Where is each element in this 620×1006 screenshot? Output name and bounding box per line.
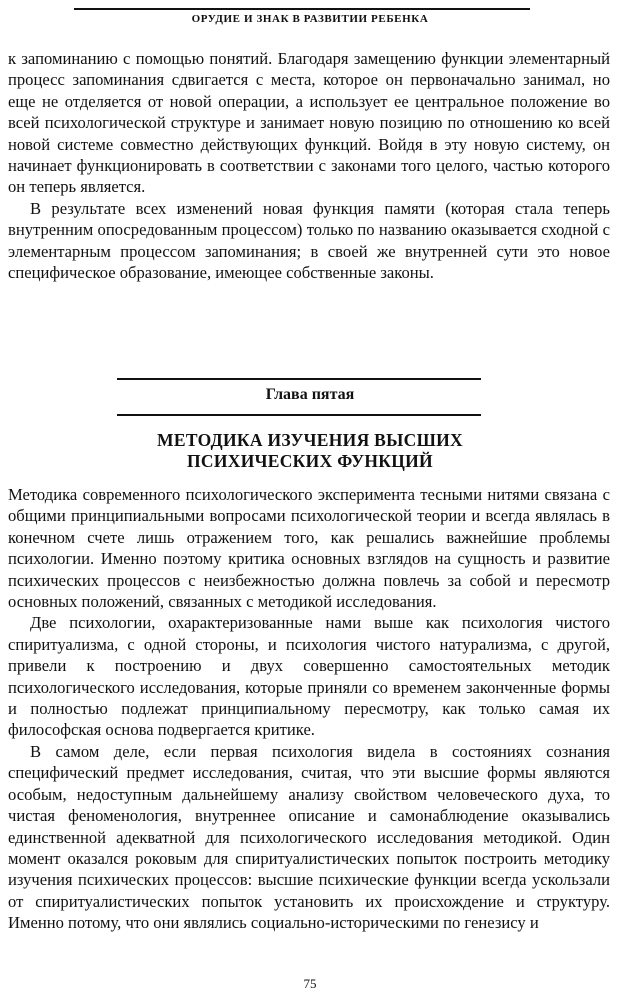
- paragraph: к запоминанию с помощью понятий. Благодаря замещению функции элементарный процесс запоминания сдвигается с места, которое он первоначально занимал, но еще не отделяется от новой операции, а использует ее центральное положение во всей психологической структуре и занимает новую позицию по отношению ко всей новой системе совместно действующих функций. Войдя в эту новую систему, он начинает функционировать в соответствии с законами того целого, частью которого он теперь является.: [8, 49, 610, 197]
- running-head: ОРУДИЕ И ЗНАК В РАЗВИТИИ РЕБЕНКА: [191, 13, 429, 25]
- chapter-title-line: ПСИХИЧЕСКИХ ФУНКЦИЙ: [187, 451, 433, 471]
- chapter-title: [0, 430, 620, 472]
- paragraph: Методика современного психологического эксперимента тесными нитями связана с общими принципиальными вопросами психологической теории и всегда являлась в конечном счете лишь отражением того, как решались важнейшие проблемы психологии. Именно поэтому критика основных взглядов на сущность и развитие психических процессов с неизбежностью должна повлечь за собой и пересмотр основных положений, связанных с методикой исследования.: [8, 485, 610, 612]
- chapter-title-line: МЕТОДИКА ИЗУЧЕНИЯ ВЫСШИХ: [157, 430, 463, 450]
- chapter-label: Глава пятая: [265, 386, 355, 403]
- paragraph: В результате всех изменений новая функция памяти (которая стала теперь внутренним опосредованным процессом) только по названию оказывается сходной с элементарным процессом запоминания; в своей же внутренней сути это новое специфическое образование, имеющее собственные законы.: [8, 198, 610, 283]
- chapter-rule-bottom: [117, 414, 481, 416]
- text-section-a: [8, 48, 610, 283]
- paragraph: Две психологии, охарактеризованные нами выше как психология чистого спиритуализма, с одной стороны, и психология чистого натурализма, с другой, привели к построению и двух совершенно самостоятельных методик психологического исследования, которые приняли со временем законченные формы и полностью подлежат принципиальному пересмотру, как только самая их философская основа подвергается критике.: [8, 613, 610, 740]
- text-section-b: [8, 484, 610, 934]
- chapter-rule-top: [117, 378, 481, 380]
- header-rule: [74, 8, 530, 10]
- page-number: 75: [303, 976, 317, 991]
- paragraph: В самом деле, если первая психология видела в состояниях сознания специфический предмет исследования, считая, что эти высшие формы являются особым, недоступным дальнейшему анализу свойством человеческого духа, то чистая феноменология, внутреннее описание и самонаблюдение оказывались единственной адекватной для психологического исследования методикой. Один момент оказался роковым для спиритуалистических попыток построить методику изучения психических процессов: высшие психические функции всегда ускользали от спиритуалистических попыток установить их происхождение и структуру. Именно потому, что они являлись социально-историческими по генезису и: [8, 741, 610, 933]
